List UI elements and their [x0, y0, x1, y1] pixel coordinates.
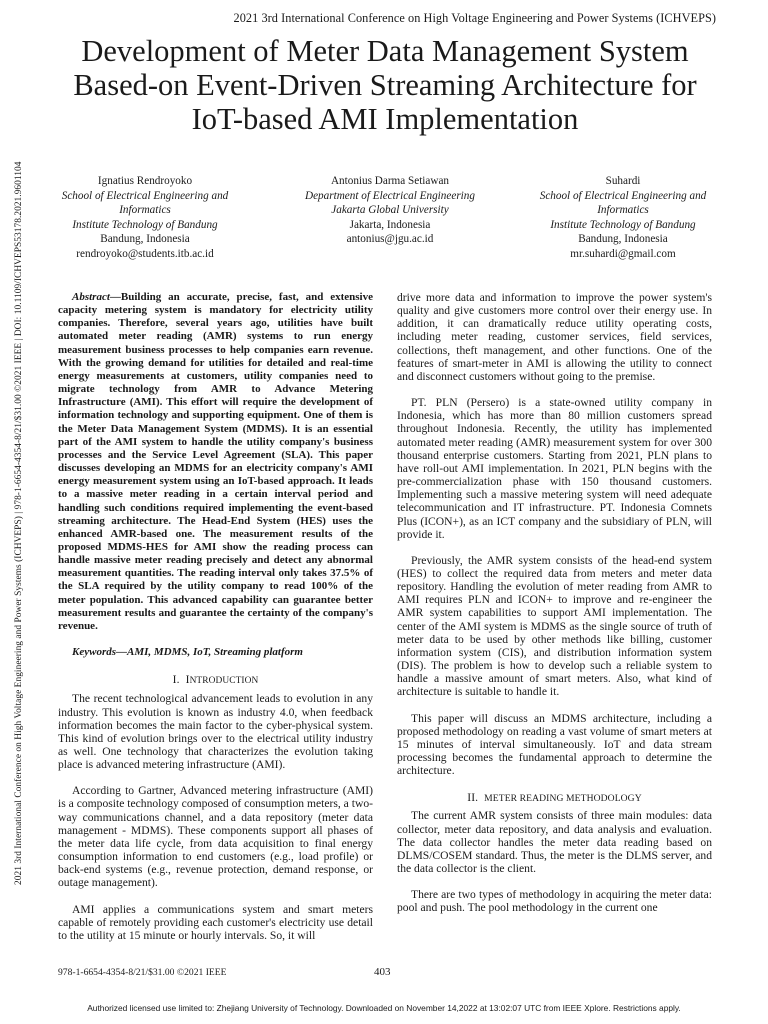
section-numeral: I. [172, 673, 180, 687]
author-email[interactable]: antonius@jgu.ac.id [346, 233, 434, 246]
paragraph: According to Gartner, Advanced metering infrastructure (AMI) is a composite technology composed of consumption meters, a two-way communications channel, and a data repository (meter data management - MDMS). These components support all phases of the meter data life cycle, from data acquisition to final energy consumption information to end customers (e.g., load profile) or back-end systems (e.g., revenue protection, demand response, or outage management). [58, 784, 373, 890]
conference-header: 2021 3rd International Conference on High Voltage Engineering and Power Systems (ICHVEPS) [233, 11, 716, 25]
abstract-text: —Building an accurate, precise, fast, and extensive capacity metering system is mandatory for electricity utility companies. Therefore, several years ago, utilities have built automated meter reading (AMR) systems to run energy measurement business processes to help companies earn revenue. With the growing demand for utilities for detailed and real-time energy measurements at customers, utility companies need to migrate technology from AMR to Advance Metering Infrastructure (AMI). This effort will require the development of information technology and supporting equipment. One of them is the Meter Data Management System (MDMS). It is an essential part of the AMI system to handle the utility company's business processes and the Service Level Agreement (SLA). This paper discusses developing an MDMS for an electricity company's AMI energy measurement system using an IoT-based approach. It leads to a massive meter reading in a certain interval period and handling such conditions required implementing the event-based streaming architecture. The Head-End System (HES) uses the enhanced AMR-based one. The measurement results of the proposed MDMS-HES for AMI show the reading process can handle massive meter reading precisely and detect any abnormal measurement quantities. The reading interval only takes 37.5% of the SLA required by the utility company to read 100% of the meter population. This advanced capability can guarantee better measurement results and guarantee the certainty of the company's revenue. [58, 291, 373, 632]
author-name: Suhardi [605, 175, 641, 187]
paragraph: AMI applies a communications system and smart meters capable of remotely providing each customer's electricity use detail to the utility at 15 minute or hourly intervals. So, it will [58, 902, 373, 942]
author-dept-2: Jakarta Global University [331, 204, 449, 217]
left-column [58, 291, 373, 942]
section-heading-introduction [58, 673, 373, 688]
paper-title [40, 34, 730, 136]
author-1 [50, 174, 240, 262]
section-title-cap: I [185, 673, 190, 687]
paragraph: Previously, the AMR system consists of the head-end system (HES) to collect the required data from meters and meter data repository. Handling the evolution of meter reading from AMR to AMI requires PLN and ICON+ to improve and re-engineer the AMR system capabilities to support AMI implementation. The center of the AMI system is MDMS as the single source of truth of meter data to be used by other methods like billing, customer information system (CIS), and distribution information system (DIS). The problem is how to develop such a reliable system to handle a massive amount of smart meters. Also, what kind of architecture is suitable to handle it. [397, 553, 712, 699]
paragraph: drive more data and information to improve the power system's quality and give customers more control over their energy use. In addition, it can dramatically reduce utility operating costs, including meter reading, customer services, field services, collections, theft management, and other functions. One of the features of smart-meter in AMI is allowing the utility to connect and disconnect customers without going to the premise. [397, 291, 712, 383]
section-title-rest: NTRODUCTION [189, 676, 259, 687]
title-line-1: Development of Meter Data Management System [81, 34, 689, 68]
paragraph: There are two types of methodology in acquiring the meter data: pool and push. The pool methodology in the current one [397, 888, 712, 915]
right-column [397, 291, 712, 915]
author-block [40, 174, 730, 264]
paragraph: PT. PLN (Persero) is a state-owned utility company in Indonesia, which has more than 80 million customers spread throughout Indonesia. Recently, the utility has implemented automated meter reading (AMR) measurement system for over 300 thousand enterprise customers. Starting from 2021, PLN plans to have roll-out AMI implementation. In 2021, PLN begins with the pre-commercialization phase with 150 thousand customers. Implementing such a massive metering system will need adequate telecommunication and IT infrastructure. PT. Indonesia Comnets Plus (ICON+), as an ICT company and the subsidiary of PLN, will provide it. [397, 396, 712, 541]
author-name: Antonius Darma Setiawan [330, 175, 450, 187]
author-2 [290, 174, 490, 247]
author-email[interactable]: rendroyoko@students.itb.ac.id [76, 247, 214, 260]
page-number: 403 [374, 966, 391, 978]
title-line-2: Based-on Event-Driven Streaming Architecture for [73, 68, 697, 102]
author-city: Bandung, Indonesia [100, 233, 190, 246]
author-dept: School of Electrical Engineering and [539, 189, 707, 202]
section-title: METER READING METHODOLOGY [484, 793, 642, 805]
author-org: Institute Technology of Bandung [72, 218, 218, 231]
section-heading-methodology [397, 791, 712, 805]
title-line-3: IoT-based AMI Implementation [191, 102, 579, 136]
license-notice: Authorized licensed use limited to: Zhejiang University of Technology. Downloaded on November 14,2022 at 13:02:07 UTC from IEEE Xplore. Restrictions apply. [87, 1003, 681, 1013]
section-numeral: II. [467, 791, 479, 805]
paragraph: The recent technological advancement leads to evolution in any industry. This evolution is known as industry 4.0, when feedback information becomes the main factor to the cyber-physical system. This kind of evolution brings over to the electrical utility industry as well. One technology that characterizes the evolution taking place is advanced metering infrastructure (AMI). [58, 692, 373, 772]
author-dept: Department of Electrical Engineering [305, 189, 475, 202]
paragraph: The current AMR system consists of three main modules: data collector, meter data repository, and data analysis and evaluation. The data collector handles the meter data reading based on DLMS/COSEM standard. Thus, the meter is the DLMS server, and the data collector is the client. [397, 809, 712, 876]
author-email[interactable]: mr.suhardi@gmail.com [570, 247, 676, 260]
author-3 [518, 174, 728, 262]
paragraph: This paper will discuss an MDMS architecture, including a proposed methodology on reading a vast volume of smart meters at 15 minutes of interval simultaneously. IoT and data stream processing becomes the fundamental approach to determine the architecture. [397, 711, 712, 778]
author-name: Ignatius Rendroyoko [97, 175, 193, 187]
author-org: Institute Technology of Bandung [550, 218, 696, 231]
abstract-lead: Abstract [72, 291, 110, 303]
author-dept: School of Electrical Engineering and [61, 189, 229, 202]
keywords: Keywords—AMI, MDMS, IoT, Streaming platform [72, 646, 303, 659]
side-margin-doi-text: 2021 3rd International Conference on High Voltage Engineering and Power Systems (ICHVEPS) | 978-1-6654-4354-8/21/$31.00 ©2021 IEEE | DOI: 10.1109/ICHVEPS53178.2021.9601104 [14, 161, 24, 885]
author-city: Bandung, Indonesia [578, 233, 668, 246]
author-dept-2: Informatics [597, 204, 649, 217]
author-dept-2: Informatics [119, 204, 171, 217]
abstract [58, 291, 373, 633]
footer-isbn: 978-1-6654-4354-8/21/$31.00 ©2021 IEEE [58, 967, 227, 978]
author-city: Jakarta, Indonesia [349, 218, 431, 231]
